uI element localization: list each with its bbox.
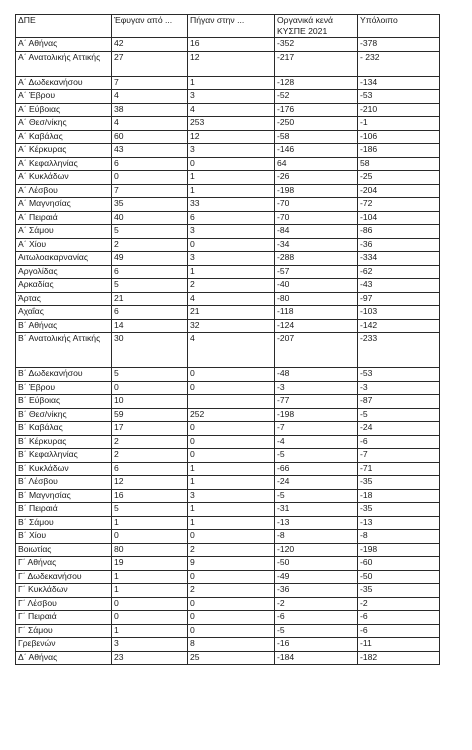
cell-dpe: Γ΄ Σάμου (16, 624, 112, 638)
table-header-row (16, 15, 440, 38)
cell-vacancies: -52 (275, 90, 358, 104)
table-row (16, 611, 440, 625)
table-row (16, 225, 440, 239)
cell-left: 0 (112, 381, 188, 395)
header-cell-vacancies: Οργανικά κενά ΚΥΣΠΕ 2021 (275, 15, 358, 38)
table-row (16, 368, 440, 382)
table-row (16, 597, 440, 611)
cell-balance: -18 (358, 489, 440, 503)
cell-balance: -87 (358, 395, 440, 409)
cell-balance: -35 (358, 503, 440, 517)
cell-went: 2 (188, 584, 275, 598)
cell-vacancies: -6 (275, 611, 358, 625)
cell-left: 80 (112, 543, 188, 557)
cell-went: 25 (188, 651, 275, 665)
cell-vacancies: 64 (275, 157, 358, 171)
cell-dpe: Β΄ Εύβοιας (16, 395, 112, 409)
table-row (16, 252, 440, 266)
table-row (16, 543, 440, 557)
table-row (16, 292, 440, 306)
header-cell-dpe: ΔΠΕ (16, 15, 112, 38)
cell-went: 0 (188, 624, 275, 638)
cell-dpe: Α΄ Κέρκυρας (16, 144, 112, 158)
cell-went: 3 (188, 225, 275, 239)
table-row (16, 171, 440, 185)
cell-left: 6 (112, 265, 188, 279)
cell-vacancies: -57 (275, 265, 358, 279)
cell-balance: -7 (358, 449, 440, 463)
cell-balance: -204 (358, 184, 440, 198)
cell-went: 16 (188, 38, 275, 52)
cell-dpe: Β΄ Κέρκυρας (16, 435, 112, 449)
cell-dpe: Γ΄ Κυκλάδων (16, 584, 112, 598)
cell-balance: -43 (358, 279, 440, 293)
cell-dpe: Α΄ Πειραιά (16, 211, 112, 225)
table-row (16, 476, 440, 490)
cell-went: 12 (188, 130, 275, 144)
cell-balance: -1 (358, 117, 440, 131)
cell-dpe: Γ΄ Αθήνας (16, 557, 112, 571)
table-row (16, 238, 440, 252)
cell-went: 3 (188, 90, 275, 104)
cell-went: 253 (188, 117, 275, 131)
cell-vacancies: -198 (275, 408, 358, 422)
table-body (16, 15, 440, 665)
header-cell-left: Έφυγαν από ... (112, 15, 188, 38)
table-row (16, 184, 440, 198)
cell-went: 0 (188, 368, 275, 382)
cell-vacancies: -49 (275, 570, 358, 584)
cell-vacancies: -176 (275, 103, 358, 117)
table-row (16, 570, 440, 584)
table-row (16, 51, 440, 76)
cell-vacancies: -36 (275, 584, 358, 598)
cell-vacancies: -250 (275, 117, 358, 131)
cell-went: 4 (188, 103, 275, 117)
cell-dpe: Αρκαδίας (16, 279, 112, 293)
cell-went: 1 (188, 76, 275, 90)
cell-vacancies: -50 (275, 557, 358, 571)
cell-went: 1 (188, 265, 275, 279)
cell-went: 32 (188, 319, 275, 333)
header-cell-went: Πήγαν στην ... (188, 15, 275, 38)
cell-balance: -13 (358, 516, 440, 530)
cell-vacancies: -2 (275, 597, 358, 611)
cell-left: 40 (112, 211, 188, 225)
table-row (16, 381, 440, 395)
cell-left: 42 (112, 38, 188, 52)
cell-vacancies: -3 (275, 381, 358, 395)
cell-went: 12 (188, 51, 275, 76)
cell-went: 1 (188, 516, 275, 530)
cell-left: 43 (112, 144, 188, 158)
cell-went: 0 (188, 238, 275, 252)
cell-went: 252 (188, 408, 275, 422)
cell-dpe: Β΄ Καβάλας (16, 422, 112, 436)
cell-dpe: Β΄ Πειραιά (16, 503, 112, 517)
table-row (16, 265, 440, 279)
cell-went (188, 395, 275, 409)
cell-dpe: Γ΄ Πειραιά (16, 611, 112, 625)
cell-balance: -36 (358, 238, 440, 252)
cell-left: 3 (112, 638, 188, 652)
cell-vacancies: -58 (275, 130, 358, 144)
table-row (16, 530, 440, 544)
cell-left: 2 (112, 238, 188, 252)
table-row (16, 395, 440, 409)
cell-vacancies: -70 (275, 211, 358, 225)
cell-dpe: Β΄ Θεσ/νίκης (16, 408, 112, 422)
cell-vacancies: -16 (275, 638, 358, 652)
cell-vacancies: -198 (275, 184, 358, 198)
cell-went: 0 (188, 157, 275, 171)
cell-left: 1 (112, 624, 188, 638)
cell-went: 1 (188, 184, 275, 198)
table-row (16, 144, 440, 158)
cell-vacancies: -13 (275, 516, 358, 530)
cell-balance: 58 (358, 157, 440, 171)
cell-left: 7 (112, 184, 188, 198)
cell-went: 4 (188, 292, 275, 306)
cell-went: 0 (188, 597, 275, 611)
table-row (16, 435, 440, 449)
cell-dpe: Α΄ Κυκλάδων (16, 171, 112, 185)
cell-left: 27 (112, 51, 188, 76)
table-row (16, 624, 440, 638)
cell-balance: -8 (358, 530, 440, 544)
cell-left: 0 (112, 611, 188, 625)
cell-vacancies: -120 (275, 543, 358, 557)
cell-dpe: Β΄ Κεφαλληνίας (16, 449, 112, 463)
cell-balance: -53 (358, 368, 440, 382)
cell-balance: -11 (358, 638, 440, 652)
cell-balance: -35 (358, 584, 440, 598)
cell-dpe: Α΄ Χίου (16, 238, 112, 252)
cell-dpe: Α΄ Δωδεκανήσου (16, 76, 112, 90)
cell-dpe: Β΄ Έβρου (16, 381, 112, 395)
cell-dpe: Α΄ Κεφαλληνίας (16, 157, 112, 171)
cell-vacancies: -26 (275, 171, 358, 185)
cell-balance: -62 (358, 265, 440, 279)
cell-went: 0 (188, 422, 275, 436)
cell-vacancies: -118 (275, 306, 358, 320)
cell-dpe: Αιτωλοακαρνανίας (16, 252, 112, 266)
cell-went: 33 (188, 198, 275, 212)
cell-went: 1 (188, 503, 275, 517)
cell-balance: -142 (358, 319, 440, 333)
cell-dpe: Βοιωτίας (16, 543, 112, 557)
cell-balance: -5 (358, 408, 440, 422)
cell-vacancies: -207 (275, 333, 358, 368)
cell-vacancies: -34 (275, 238, 358, 252)
table-row (16, 638, 440, 652)
cell-left: 30 (112, 333, 188, 368)
table-row (16, 306, 440, 320)
cell-balance: -210 (358, 103, 440, 117)
cell-dpe: Β΄ Ανατολικής Αττικής (16, 333, 112, 368)
table-row (16, 157, 440, 171)
cell-dpe: Β΄ Χίου (16, 530, 112, 544)
table-row (16, 408, 440, 422)
cell-left: 23 (112, 651, 188, 665)
cell-balance: -97 (358, 292, 440, 306)
cell-balance: -72 (358, 198, 440, 212)
cell-left: 5 (112, 279, 188, 293)
cell-balance: -6 (358, 611, 440, 625)
cell-balance: -233 (358, 333, 440, 368)
cell-left: 7 (112, 76, 188, 90)
cell-balance: -6 (358, 435, 440, 449)
cell-left: 19 (112, 557, 188, 571)
cell-left: 21 (112, 292, 188, 306)
cell-vacancies: -80 (275, 292, 358, 306)
table-row (16, 333, 440, 368)
cell-vacancies: -184 (275, 651, 358, 665)
cell-dpe: Α΄ Μαγνησίας (16, 198, 112, 212)
table-row (16, 462, 440, 476)
cell-dpe: Α΄ Εύβοιας (16, 103, 112, 117)
header-cell-balance: Υπόλοιπο (358, 15, 440, 38)
personnel-table (15, 14, 440, 665)
cell-left: 0 (112, 171, 188, 185)
cell-left: 2 (112, 435, 188, 449)
cell-balance: -186 (358, 144, 440, 158)
cell-balance: -3 (358, 381, 440, 395)
cell-dpe: Άρτας (16, 292, 112, 306)
cell-vacancies: -5 (275, 489, 358, 503)
cell-dpe: Γρεβενών (16, 638, 112, 652)
cell-went: 1 (188, 171, 275, 185)
cell-vacancies: -48 (275, 368, 358, 382)
cell-dpe: Α΄ Θεσ/νίκης (16, 117, 112, 131)
table-row (16, 651, 440, 665)
table-row (16, 557, 440, 571)
cell-dpe: Α΄ Λέσβου (16, 184, 112, 198)
cell-dpe: Β΄ Λέσβου (16, 476, 112, 490)
cell-went: 2 (188, 279, 275, 293)
cell-balance: -378 (358, 38, 440, 52)
cell-dpe: Β΄ Μαγνησίας (16, 489, 112, 503)
cell-vacancies: -4 (275, 435, 358, 449)
cell-dpe: Α΄ Σάμου (16, 225, 112, 239)
cell-dpe: Γ΄ Δωδεκανήσου (16, 570, 112, 584)
table-row (16, 503, 440, 517)
cell-dpe: Αργολίδας (16, 265, 112, 279)
cell-vacancies: -24 (275, 476, 358, 490)
cell-vacancies: -352 (275, 38, 358, 52)
cell-dpe: Β΄ Κυκλάδων (16, 462, 112, 476)
table-row (16, 422, 440, 436)
cell-vacancies: -5 (275, 624, 358, 638)
table-row (16, 76, 440, 90)
cell-left: 49 (112, 252, 188, 266)
cell-left: 5 (112, 225, 188, 239)
cell-vacancies: -217 (275, 51, 358, 76)
cell-left: 35 (112, 198, 188, 212)
cell-went: 0 (188, 449, 275, 463)
cell-vacancies: -146 (275, 144, 358, 158)
cell-dpe: Δ΄ Αθήνας (16, 651, 112, 665)
cell-balance: -50 (358, 570, 440, 584)
cell-balance: -53 (358, 90, 440, 104)
cell-left: 59 (112, 408, 188, 422)
cell-vacancies: -40 (275, 279, 358, 293)
cell-balance: -60 (358, 557, 440, 571)
cell-left: 5 (112, 503, 188, 517)
cell-vacancies: -31 (275, 503, 358, 517)
cell-went: 2 (188, 543, 275, 557)
cell-left: 17 (112, 422, 188, 436)
cell-vacancies: -5 (275, 449, 358, 463)
cell-vacancies: -124 (275, 319, 358, 333)
cell-went: 1 (188, 476, 275, 490)
table-row (16, 198, 440, 212)
cell-dpe: Α΄ Αθήνας (16, 38, 112, 52)
cell-left: 5 (112, 368, 188, 382)
cell-balance: -6 (358, 624, 440, 638)
cell-went: 3 (188, 252, 275, 266)
cell-went: 1 (188, 462, 275, 476)
cell-dpe: Α΄ Καβάλας (16, 130, 112, 144)
cell-left: 1 (112, 570, 188, 584)
cell-went: 6 (188, 211, 275, 225)
cell-balance: -334 (358, 252, 440, 266)
cell-left: 10 (112, 395, 188, 409)
cell-vacancies: -288 (275, 252, 358, 266)
cell-balance: -106 (358, 130, 440, 144)
cell-left: 12 (112, 476, 188, 490)
cell-left: 4 (112, 117, 188, 131)
cell-went: 3 (188, 144, 275, 158)
cell-left: 2 (112, 449, 188, 463)
cell-went: 9 (188, 557, 275, 571)
cell-balance: -25 (358, 171, 440, 185)
cell-left: 1 (112, 516, 188, 530)
table-row (16, 489, 440, 503)
cell-went: 0 (188, 435, 275, 449)
cell-balance: -35 (358, 476, 440, 490)
cell-dpe: Β΄ Σάμου (16, 516, 112, 530)
table-row (16, 117, 440, 131)
cell-balance: -71 (358, 462, 440, 476)
cell-balance: -104 (358, 211, 440, 225)
cell-left: 6 (112, 157, 188, 171)
cell-left: 0 (112, 530, 188, 544)
table-row (16, 516, 440, 530)
cell-vacancies: -66 (275, 462, 358, 476)
cell-balance: - 232 (358, 51, 440, 76)
cell-vacancies: -7 (275, 422, 358, 436)
cell-went: 4 (188, 333, 275, 368)
table-row (16, 279, 440, 293)
cell-left: 6 (112, 306, 188, 320)
table-row (16, 103, 440, 117)
cell-vacancies: -70 (275, 198, 358, 212)
cell-dpe: Β΄ Δωδεκανήσου (16, 368, 112, 382)
cell-left: 6 (112, 462, 188, 476)
cell-balance: -134 (358, 76, 440, 90)
cell-went: 0 (188, 611, 275, 625)
table-row (16, 449, 440, 463)
cell-balance: -86 (358, 225, 440, 239)
table-row (16, 211, 440, 225)
table-row (16, 38, 440, 52)
table-row (16, 584, 440, 598)
cell-dpe: Β΄ Αθήνας (16, 319, 112, 333)
cell-balance: -103 (358, 306, 440, 320)
cell-vacancies: -128 (275, 76, 358, 90)
cell-balance: -24 (358, 422, 440, 436)
cell-balance: -2 (358, 597, 440, 611)
cell-dpe: Γ΄ Λέσβου (16, 597, 112, 611)
cell-left: 16 (112, 489, 188, 503)
cell-balance: -182 (358, 651, 440, 665)
table-row (16, 130, 440, 144)
cell-went: 3 (188, 489, 275, 503)
cell-dpe: Αχαΐας (16, 306, 112, 320)
cell-went: 0 (188, 530, 275, 544)
cell-dpe: Α΄ Ανατολικής Αττικής (16, 51, 112, 76)
cell-vacancies: -8 (275, 530, 358, 544)
cell-went: 0 (188, 381, 275, 395)
cell-went: 0 (188, 570, 275, 584)
cell-dpe: Α΄ Έβρου (16, 90, 112, 104)
cell-vacancies: -77 (275, 395, 358, 409)
cell-left: 38 (112, 103, 188, 117)
cell-left: 0 (112, 597, 188, 611)
cell-left: 60 (112, 130, 188, 144)
cell-went: 8 (188, 638, 275, 652)
cell-left: 4 (112, 90, 188, 104)
cell-left: 1 (112, 584, 188, 598)
cell-balance: -198 (358, 543, 440, 557)
cell-left: 14 (112, 319, 188, 333)
table-row (16, 319, 440, 333)
cell-vacancies: -84 (275, 225, 358, 239)
cell-went: 21 (188, 306, 275, 320)
document-table-container (15, 14, 440, 665)
table-row (16, 90, 440, 104)
